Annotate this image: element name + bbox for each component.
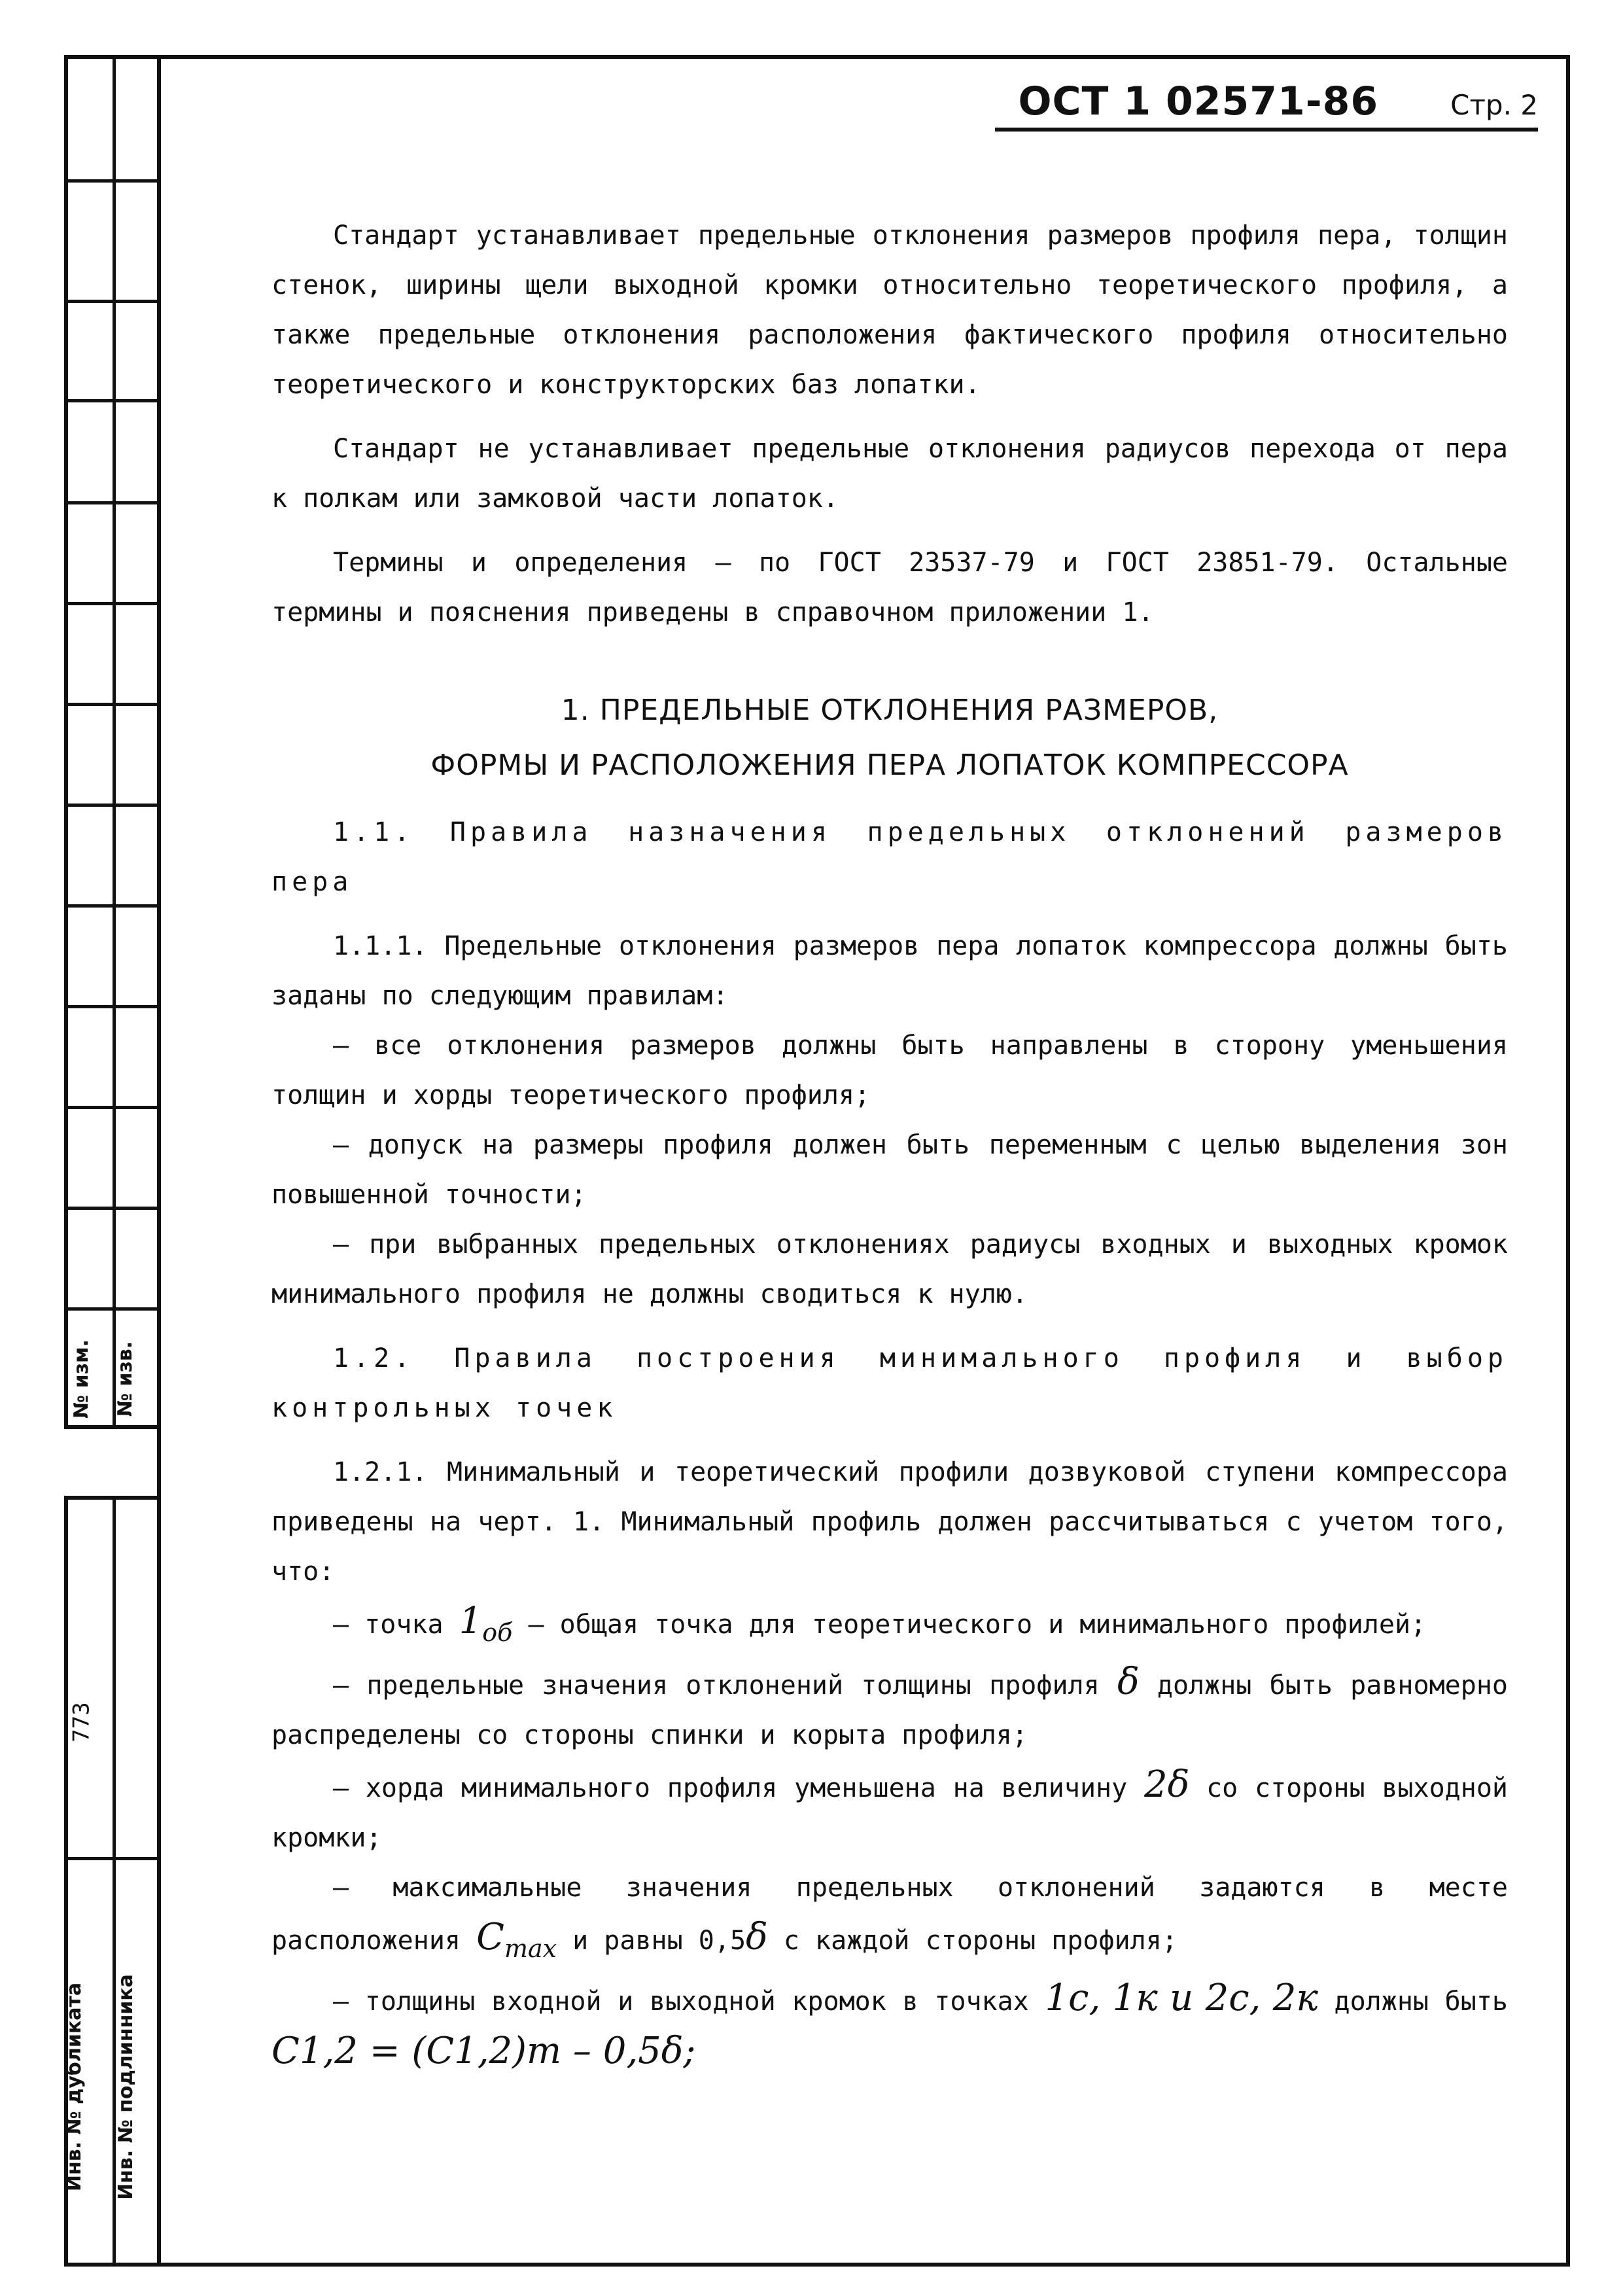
point-1ob-symbol: $1_{об}$	[459, 1600, 513, 1648]
cmax-symbol: $C_{max}$	[476, 1916, 557, 1964]
orig-inv-label: Инв. № подлинника	[114, 1974, 137, 2200]
header-rule	[995, 128, 1538, 132]
section-1-1-1-item-2: – допуск на размеры профиля должен быть переменным с целью выделения зон повышенной точности;	[271, 1130, 1508, 1210]
section-1-1-title: 1.1. Правила назначения предельных отклонений размеров пера	[271, 817, 1508, 897]
side-stamp-top	[64, 55, 157, 1429]
section-1-2-1-item-5: – толщины входной и выходной кромок в точках 1c, 1к и 2c, 2к должны быть C1,2 = (C1,2)т – 0,5δ;	[271, 1977, 1508, 2073]
edge-points-symbols: 1c, 1к и 2c, 2к	[1045, 1977, 1318, 2020]
section-1-1-1-item-3: – при выбранных предельных отклонениях радиусы входных и выходных кромок минимального профиля не должны сводиться к нулю.	[271, 1229, 1508, 1309]
section-1-1-1: 1.1.1. Предельные отклонения размеров пера лопаток компрессора должны быть заданы по следующим правилам:	[271, 931, 1508, 1011]
side-stamp-bottom	[64, 1496, 157, 2267]
change-no-label: № изм.	[69, 1339, 93, 1419]
section-1-title-line-1: 1. ПРЕДЕЛЬНЫЕ ОТКЛОНЕНИЯ РАЗМЕРОВ,	[561, 694, 1219, 727]
delta-symbol: δ	[1117, 1661, 1140, 1704]
section-1-title-line-2: ФОРМЫ И РАСПОЛОЖЕНИЯ ПЕРА ЛОПАТОК КОМПРЕССОРА	[430, 749, 1349, 782]
section-1-2-1-item-3: – хорда минимального профиля уменьшена на величину 2δ со стороны выходной кромки;	[271, 1763, 1509, 1854]
page-header	[1018, 79, 1538, 124]
orig-inv-value: 773	[68, 1702, 95, 1742]
body-text	[271, 211, 1508, 2079]
section-1-2-1-item-2: – предельные значения отклонений толщины профиля δ должны быть равномерно распределены со стороны спинки и корыта профиля;	[271, 1661, 1508, 1751]
section-1-1-1-item-1: – все отклонения размеров должны быть направлены в сторону уменьшения толщин и хорды теоретического профиля;	[271, 1031, 1508, 1110]
section-1-2-1: 1.2.1. Минимальный и теоретический профили дозвуковой ступени компрессора приведены на черт. 1. Минимальный профиль должен рассчитываться с учетом того, что:	[271, 1457, 1508, 1587]
intro-paragraph-3: Термины и определения – по ГОСТ 23537-79 и ГОСТ 23851-79. Остальные термины и пояснения приведены в справочном приложении 1.	[271, 548, 1508, 627]
intro-paragraph-2: Стандарт не устанавливает предельные отклонения радиусов перехода от пера к полкам или замковой части лопаток.	[271, 434, 1508, 514]
two-delta-symbol: 2δ	[1143, 1763, 1190, 1807]
intro-paragraph-1: Стандарт устанавливает предельные отклонения размеров профиля пера, толщин стенок, ширины щели выходной кромки относительно теоретического профиля, а также предельные отклонения расположения фактического профиля относительно теоретического и конструкторских баз лопатки.	[271, 221, 1508, 400]
edge-thickness-formula: C1,2 = (C1,2)т – 0,5δ;	[271, 2030, 696, 2073]
section-1-2-title: 1.2. Правила построения минимального профиля и выбор контрольных точек	[271, 1343, 1508, 1423]
page-number: Стр. 2	[1450, 89, 1538, 121]
section-1-2-1-item-1: – точка $1_{об}$ – общая точка для теоретического и минимального профилей;	[333, 1600, 1427, 1648]
dup-inv-label: Инв. № дубликата	[63, 1982, 86, 2192]
section-1-2-1-item-4: – максимальные значения предельных отклонений задаются в месте расположения $C_{max}$ и равны 0,5δ с каждой стороны профиля;	[271, 1873, 1508, 1964]
document-number: ОСТ 1 02571-86	[1018, 79, 1379, 124]
notice-no-label: № изв.	[114, 1341, 137, 1417]
